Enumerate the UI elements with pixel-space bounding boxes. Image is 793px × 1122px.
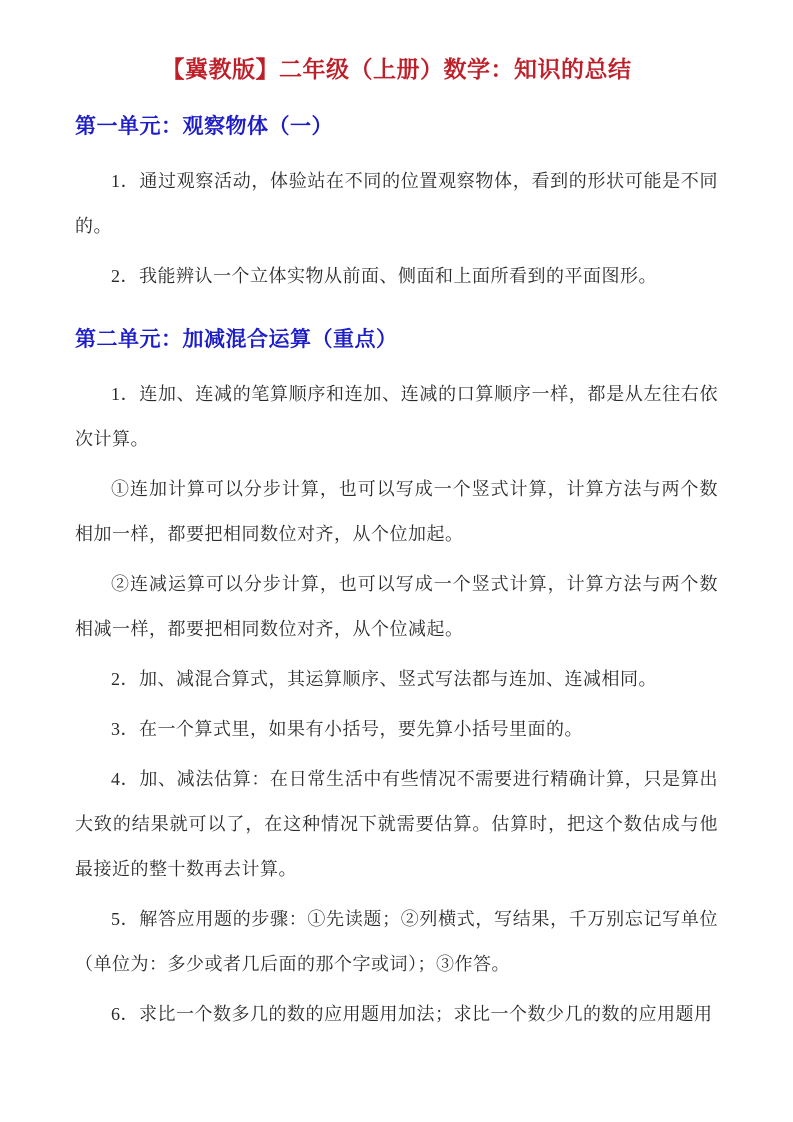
section-unit-1 xyxy=(75,111,718,299)
paragraph: ②连减运算可以分步计算，也可以写成一个竖式计算，计算方法与两个数相减一样，都要把相同数位对齐，从个位减起。 xyxy=(75,574,718,639)
paragraph: 2．我能辨认一个立体实物从前面、侧面和上面所看到的平面图形。 xyxy=(111,266,657,286)
paragraph: 4．加、减法估算：在日常生活中有些情况不需要进行精确计算，只是算出大致的结果就可以了，在这种情况下就需要估算。估算时，把这个数估成与他最接近的整十数再去计算。 xyxy=(75,769,718,879)
section-unit-2-heading: 第二单元：加减混合运算（重点） xyxy=(75,327,398,351)
section-unit-1-heading: 第一单元：观察物体（一） xyxy=(75,114,333,138)
paragraph: 3．在一个算式里，如果有小括号，要先算小括号里面的。 xyxy=(111,719,583,739)
section-unit-2 xyxy=(75,324,718,1037)
paragraph: 2．加、减混合算式，其运算顺序、竖式写法都与连加、连减相同。 xyxy=(111,669,657,689)
paragraph: ①连加计算可以分步计算，也可以写成一个竖式计算，计算方法与两个数相加一样，都要把相同数位对齐，从个位加起。 xyxy=(75,479,718,544)
paragraph: 6．求比一个数多几的数的应用题用加法；求比一个数少几的数的应用题用 xyxy=(111,1004,713,1024)
paragraph: 1．连加、连减的笔算顺序和连加、连减的口算顺序一样，都是从左往右依次计算。 xyxy=(75,384,718,449)
document-title: 【冀教版】二年级（上册）数学：知识的总结 xyxy=(161,57,632,82)
paragraph: 1．通过观察活动，体验站在不同的位置观察物体，看到的形状可能是不同的。 xyxy=(75,171,718,236)
paragraph: 5．解答应用题的步骤：①先读题；②列横式，写结果，千万别忘记写单位（单位为：多少或者几后面的那个字或词）；③作答。 xyxy=(75,909,718,974)
